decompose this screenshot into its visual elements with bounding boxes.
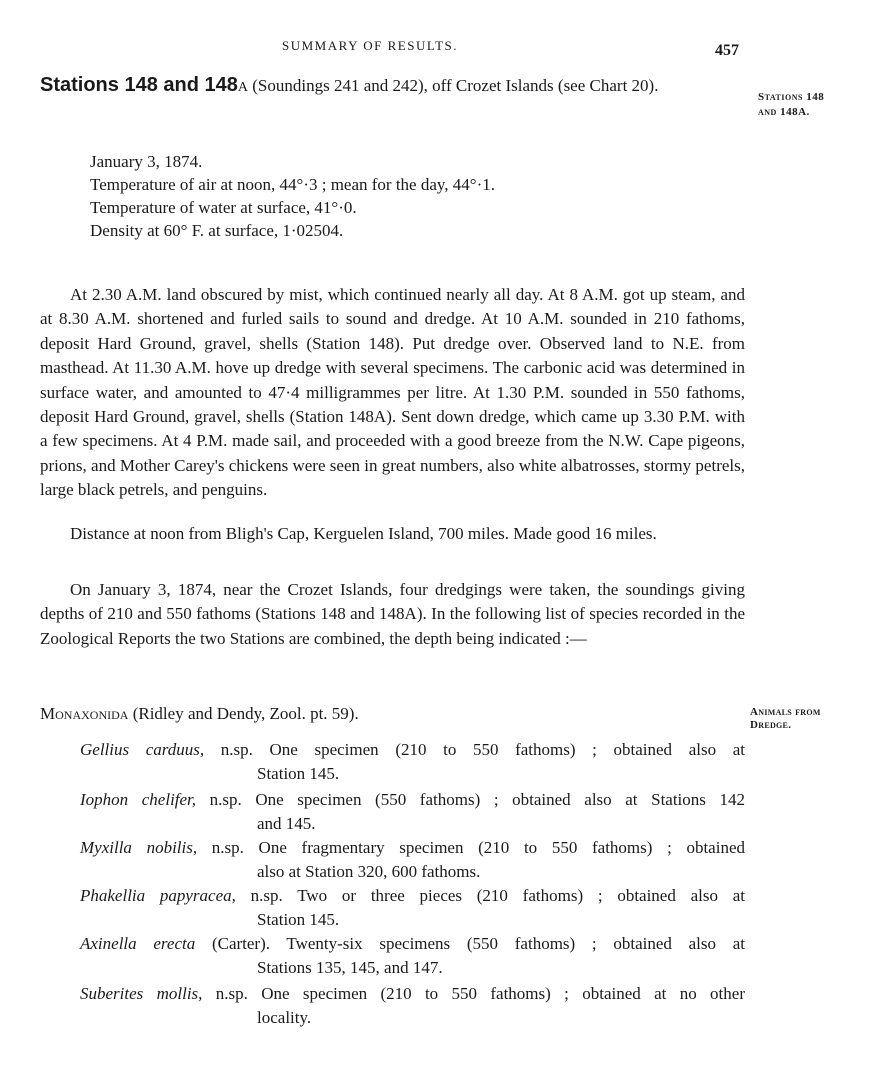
narrative-paragraph: At 2.30 A.M. land obscured by mist, which continued nearly all day. At 8 A.M. got up steam, and at 8.30 A.M. shortened and furled sails to sound and dredge. At 10 A.M. sounded in 210 fathoms, deposit Hard Ground, gravel, shells (Station 148). Put dredge over. Observed land to N.E. from masthead. At 11.30 A.M. hove up dredge with several specimens. The carbonic acid was determined in surface water, and amounted to 47·4 milligrammes per litre. At 1.30 P.M. sounded in 550 fathoms, deposit Hard Ground, gravel, shells (Station 148A). Sent down dredge, which came up 3.30 P.M. with a few specimens. At 4 P.M. made sail, and proceeded with a good breeze from the N.W. Cape pigeons, prions, and Mother Carey's chickens were seen in great numbers, also white albatrosses, stormy petrels, large black petrels, and penguins. [40, 285, 745, 500]
species-text: n.sp. Two or three pieces (210 fathoms) ; obtained also at [235, 886, 745, 905]
reading-air-temperature: Temperature of air at noon, 44°·3 ; mean for the day, 44°·1. [90, 175, 495, 194]
species-name: Axinella erecta [80, 934, 196, 953]
page-number: 457 [715, 42, 739, 59]
species-text-continued: locality. [257, 1008, 312, 1027]
species-name: Iophon chelifer, [80, 790, 197, 809]
margin-note-line: Dredge. [750, 719, 792, 731]
reading-date: January 3, 1874. [90, 152, 203, 171]
species-text: n.sp. One specimen (210 to 550 fathoms) ; obtained also at [204, 740, 745, 759]
readings-block [90, 150, 495, 242]
monaxonida-name: Monaxonida [40, 704, 129, 723]
margin-note-line: Animals from [750, 706, 821, 718]
species-text-continued: Station 145. [257, 764, 340, 783]
monaxonida-reference: (Ridley and Dendy, Zool. pt. 59). [128, 704, 359, 723]
running-header: SUMMARY OF RESULTS. [282, 38, 459, 53]
station-heading-suffix: A [237, 80, 248, 95]
station-heading-rest: (Soundings 241 and 242), off Crozet Islands (see Chart 20). [248, 76, 659, 95]
species-entry [80, 982, 745, 1030]
species-entry [80, 884, 745, 932]
margin-note-animals [750, 706, 860, 732]
species-name: Suberites mollis, [80, 984, 203, 1003]
species-name: Myxilla nobilis, [80, 838, 198, 857]
species-name: Gellius carduus, [80, 740, 205, 759]
margin-note-line: and 148A. [758, 106, 810, 118]
monaxonida-heading [40, 704, 359, 724]
distance-paragraph: Distance at noon from Bligh's Cap, Kerguelen Island, 700 miles. Made good 16 miles. [70, 524, 657, 543]
species-text-continued: also at Station 320, 600 fathoms. [257, 862, 481, 881]
species-name: Phakellia papyracea, [80, 886, 236, 905]
reading-density: Density at 60° F. at surface, 1·02504. [90, 221, 344, 240]
reading-water-temperature: Temperature of water at surface, 41°·0. [90, 198, 357, 217]
species-entry [80, 788, 745, 836]
species-entry [80, 932, 745, 980]
species-text: n.sp. One specimen (550 fathoms) ; obtained also at Stations 142 [196, 790, 745, 809]
station-heading [40, 74, 745, 99]
species-text-continued: and 145. [257, 814, 316, 833]
species-text: n.sp. One fragmentary specimen (210 to 550 fathoms) ; obtained [197, 838, 745, 857]
margin-note-line: Stations 148 [758, 91, 825, 103]
species-text: (Carter). Twenty-six specimens (550 fathoms) ; obtained also at [195, 934, 745, 953]
species-entry [80, 738, 745, 786]
station-heading-bold: Stations 148 and 148 [40, 74, 238, 96]
species-entry [80, 836, 745, 884]
species-text: n.sp. One specimen (210 to 550 fathoms) ; obtained at no other [202, 984, 745, 1003]
margin-note-stations [758, 90, 868, 120]
dredgings-paragraph: On January 3, 1874, near the Crozet Islands, four dredgings were taken, the soundings giving depths of 210 and 550 fathoms (Stations 148 and 148A). In the following list of species recorded in the Zoological Reports the two Stations are combined, the depth being indicated :— [40, 580, 745, 648]
species-text-continued: Station 145. [257, 910, 340, 929]
species-text-continued: Stations 135, 145, and 147. [257, 958, 443, 977]
